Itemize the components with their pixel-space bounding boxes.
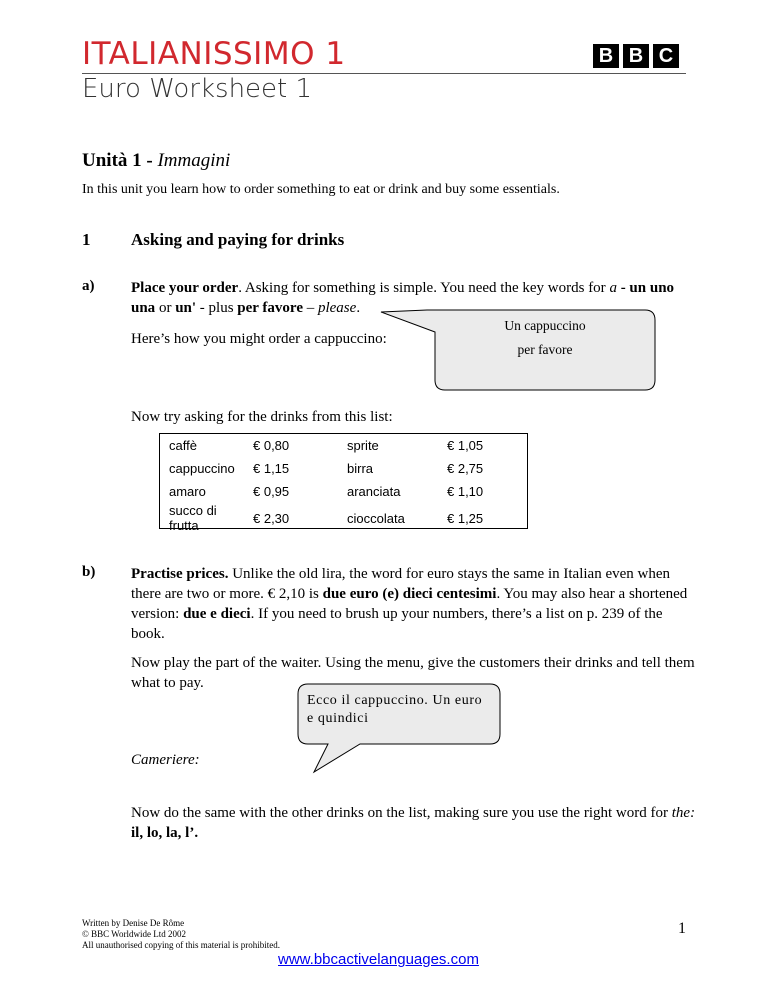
bold-text: Practise prices. [131,566,229,582]
bold-text: due e dieci [183,606,251,622]
text: or [155,300,176,316]
speech-bubble-1 [436,314,654,362]
unit-title-italic: Immagini [157,150,231,171]
section-title: Asking and paying for drinks [131,230,345,249]
part-b-text [131,564,696,644]
bubble-line: Un cappuccino [504,318,586,333]
text: - plus [196,300,238,316]
menu-drink: succo di frutta [169,503,217,533]
menu-price: € 1,25 [447,510,484,526]
menu-price: € 1,15 [253,461,290,476]
page-number: 1 [678,920,686,937]
bbc-logo [593,44,679,68]
unit-title-bold: Unità 1 - [82,150,158,171]
menu-drink: caffè [169,438,197,453]
italic-text: a [609,280,617,296]
table-row [160,434,483,457]
list-intro: Now try asking for the drinks from this list: [131,409,393,425]
bold-text: un' [175,300,197,316]
section-number: 1 [82,230,91,249]
footer-credits [82,918,280,951]
text: – [302,300,318,316]
italic-text: the: [671,805,696,821]
text: . Asking for something is simple. You need the key words for [238,280,610,296]
menu-drink: aranciata [347,484,401,499]
part-b-label: b) [82,564,96,580]
logo-letter: C [653,44,679,68]
menu-drink: cappuccino [169,461,235,476]
bold-text: Place your order [131,280,239,296]
footer-line: Written by Denise De Rôme [82,918,185,928]
menu-price: € 1,10 [447,484,484,499]
logo-letter: B [623,44,649,68]
menu-drink: birra [347,461,374,476]
bold-text: due euro (e) dieci centesimi [322,586,497,602]
unit-title [82,150,230,172]
bold-text: il, lo, la, l’. [131,825,199,841]
text: Now do the same with the other drinks on the list, making sure you use the right word for [131,805,672,821]
unit-intro: In this unit you learn how to order something to eat or drink and buy some essentials. [82,182,560,197]
table-row [160,503,483,533]
menu-price: € 0,95 [253,484,290,499]
text: Unlike the old lira, the word for euro stays the same in Italian even when there are two or more. € 2,10 is [131,566,671,602]
waiter-instructions: Now play the part of the waiter. Using the menu, give the customers their drinks and tell them what to pay. [131,655,695,691]
bubble-line: per favore [517,342,573,357]
menu-price: € 0,80 [253,438,290,453]
menu-price: € 2,75 [447,461,484,476]
table-row [160,480,483,503]
menu-drink: sprite [347,438,379,453]
italic-text: please [317,300,357,316]
logo-letter: B [593,44,619,68]
speaker-label: Cameriere: [131,752,200,768]
menu-price: € 2,30 [253,510,290,526]
menu-price: € 1,05 [447,438,484,453]
footer-line: All unauthorised copying of this material is prohibited. [82,940,280,950]
bold-text: - un uno una [131,280,675,316]
brand-title: ITALIANISSIMO 1 [82,36,346,72]
menu-drink: amaro [169,484,206,499]
table-row [160,457,483,480]
text: . If you need to brush up your numbers, there’s a list on p. 239 of the book. [131,606,663,642]
menu-drink: cioccolata [347,510,405,526]
speech-bubble-2: Ecco il cappuccino. Un euro e quindici [307,693,483,726]
drinks-menu [159,433,528,533]
final-instructions [131,803,696,843]
text: . [356,300,361,316]
bold-text: per favore [237,300,303,316]
worksheet-subtitle: Euro Worksheet 1 [82,74,313,104]
text: . You may also hear a shortened version: [131,586,688,622]
part-a-label: a) [82,278,95,294]
footer-line: © BBC Worldwide Ltd 2002 [82,929,186,939]
example-line: Here’s how you might order a cappuccino: [131,331,387,347]
menu-table [160,434,483,533]
website-link[interactable]: www.bbcactivelanguages.com [278,951,479,968]
